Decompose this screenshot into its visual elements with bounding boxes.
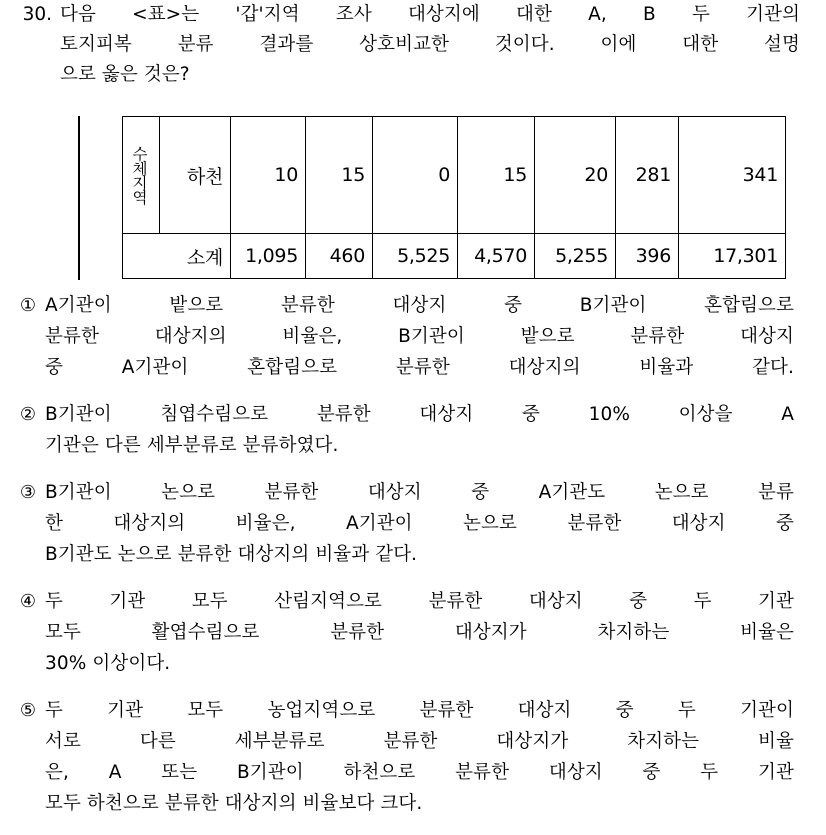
choice-line: 한 대상지의 비율은, A기관이 논으로 분류한 대상지 중 [45,513,794,534]
choice-line: 중 A기관이 혼합림으로 분류한 대상지의 비율과 같다. [45,357,794,378]
table-cell: 10 [231,117,306,234]
choice-text-4 [45,586,826,679]
choice-line: B기관이 논으로 분류한 대상지 중 A기관도 논으로 분류 [45,482,794,503]
choice-marker-2: ② [19,404,36,425]
table-cell: 281 [616,117,679,234]
choice-line: B기관도 논으로 분류한 대상지의 비율과 같다. [45,544,418,565]
choice-line: 두 기관 모두 산림지역으로 분류한 대상지 중 두 기관 [45,591,794,612]
table-cell: 0 [373,117,458,234]
table-cell: 20 [535,117,616,234]
answer-choice-2[interactable] [0,399,826,461]
choice-text-1 [45,290,826,383]
choice-marker-4: ④ [19,591,36,612]
choice-text-2 [45,399,826,461]
choice-line: 모두 하천으로 분류한 대상지의 비율보다 크다. [45,793,423,814]
choice-line: 두 기관 모두 농업지역으로 분류한 대상지 중 두 기관이 [45,700,794,721]
choice-text-5 [45,695,826,819]
question-line: 다음 <표>는 '갑'지역 조사 대상지에 대한 A, B 두 기관의 [60,4,800,25]
table-left-edge-rule [78,116,80,280]
table-cell: 460 [306,234,373,279]
answer-choice-3[interactable] [0,477,826,570]
table-subtotal-row [123,234,786,279]
row-subcategory-header: 하천 [160,117,231,234]
table-cell: 4,570 [458,234,535,279]
question-text [60,0,826,90]
choice-line: 30% 이상이다. [45,653,171,674]
choice-marker-5: ⑤ [19,700,36,721]
question-stem-row [0,0,826,90]
row-category-header [123,117,160,234]
table-cell: 5,255 [535,234,616,279]
choice-line: 기관은 다른 세부분류로 분류하였다. [45,435,339,456]
choice-line: 모두 활엽수림으로 분류한 대상지가 차지하는 비율은 [45,622,794,643]
choice-line: 분류한 대상지의 비율은, B기관이 밭으로 분류한 대상지 [45,326,794,347]
choice-line: 서로 다른 세부분류로 분류한 대상지가 차지하는 비율 [45,731,794,752]
choice-marker-3: ③ [19,482,36,503]
data-table-region [0,116,826,280]
choice-marker-1: ① [19,295,36,316]
choice-text-3 [45,477,826,570]
question-stem [0,0,826,90]
choice-line: A기관이 밭으로 분류한 대상지 중 B기관이 혼합림으로 [45,295,794,316]
answer-choice-4[interactable] [0,586,826,679]
table-row [123,117,786,234]
choice-line: B기관이 침엽수림으로 분류한 대상지 중 10% 이상을 A [45,404,794,425]
table-cell: 15 [306,117,373,234]
answer-choice-1[interactable] [0,290,826,383]
subtotal-label: 소계 [123,234,231,279]
table-cell: 15 [458,117,535,234]
row-category-label: 수체지역 [130,146,148,204]
choice-line: 은, A 또는 B기관이 하천으로 분류한 대상지 중 두 기관 [45,762,794,783]
table-cell: 341 [679,117,786,234]
question-line: 으로 옳은 것은? [60,64,190,85]
answer-choices [0,290,826,835]
table-cell: 1,095 [231,234,306,279]
landcover-comparison-table [122,116,786,279]
table-cell: 17,301 [679,234,786,279]
answer-choice-5[interactable] [0,695,826,819]
table-cell: 5,525 [373,234,458,279]
question-line: 토지피복 분류 결과를 상호비교한 것이다. 이에 대한 설명 [60,34,800,55]
question-number: 30. [22,4,52,25]
table-cell: 396 [616,234,679,279]
